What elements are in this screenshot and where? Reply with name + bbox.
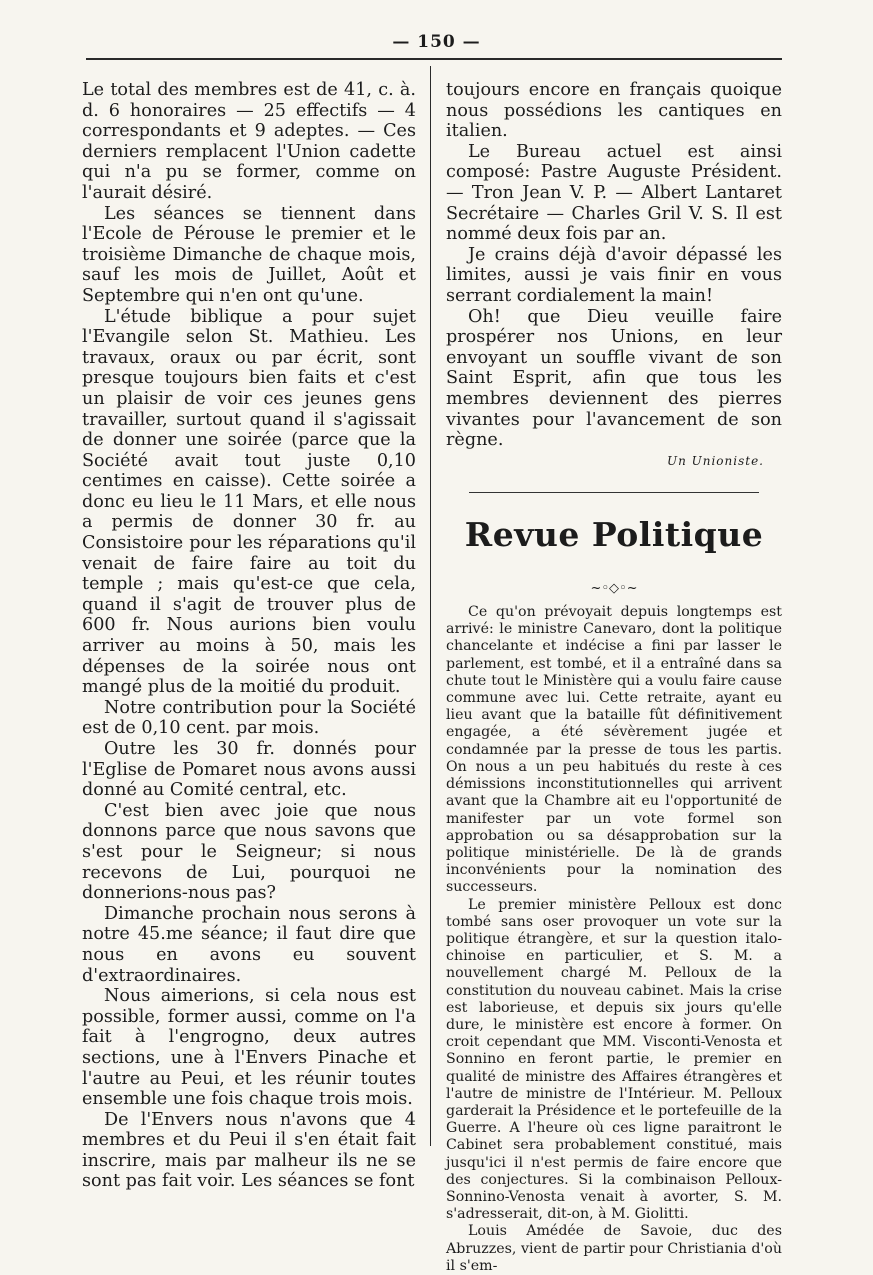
news-paragraph-2: Le premier ministère Pelloux est donc tombé sans oser provoquer un vote sur la politique étrangère, et sur la question italo-chinoise en particulier, et S. M. a nouvellement chargé M. Pelloux de la constitution du nouveau cabinet. Mais la crise est laborieuse, et depuis six jours qu'elle dure, le ministère est encore à former. On croit cependant que MM. Visconti-Venosta et Sonnino en feront partie, le premier en qualité de ministre des Affaires étrangères et l'autre de ministre de l'Intérieur. M. Pelloux garderait la Présidence et le portefeuille de la Guerre. A l'heure où ces ligne paraitront le Cabinet sera probablement constitué, mais jusqu'ici il n'est permis de faire encore que des conjectures. Si la combinaison Pelloux-Sonnino-Venosta venait à avorter, S. M. s'adresserait, dit-on, à M. Giolitti. (446, 896, 782, 1223)
left-column (82, 80, 416, 1192)
left-paragraph-1: Le total des membres est de 41, c. à. d. 6 honoraires — 25 effectifs — 4 correspondants et 9 adeptes. — Ces derniers remplacent l'Union cadette qui n'a pu se former, comme on l'aurait désiré. (82, 80, 416, 203)
signature: Un Unioniste. (666, 453, 764, 468)
news-paragraph-1: Ce qu'on prévoyait depuis longtemps est arrivé: le ministre Canevaro, dont la politique chancelante et indécise a fini par lasser le parlement, est tombé, et il a entraîné dans sa chute tout le Ministère qui a voulu faire cause commune avec lui. Cette retraite, ayant eu lieu avant que la bataille fût définitivement engagée, a été sévèrement jugée et condamnée par la presse de tous les partis. On nous a un peu habitués du reste à ces démissions inconstitutionnelles qui arrivent avant que la Chambre ait eu l'opportunité de manifester par un vote formel son approbation ou sa désapprobation sur la politique ministérielle. De là de grands inconvénients pour la nomination des successeurs. (446, 604, 782, 896)
header-rule (86, 58, 782, 60)
section-divider (469, 492, 759, 493)
news-paragraph-3: Louis Amédée de Savoie, duc des Abruzzes, vient de partir pour Christiania d'où il s'em- (446, 1223, 782, 1274)
left-paragraph-6: C'est bien avec joie que nous donnons parce que nous savons que s'est pour le Seigneur; si nous recevons de Lui, pourquoi ne donnerions-nous pas? (82, 800, 416, 904)
right-paragraph-3: Oh! que Dieu veuille faire prospérer nos Unions, en leur envoyant un souffle vivant de son Saint Esprit, afin que tous les membres deviennent des pierres vivantes pour l'avancement de son règne. (446, 306, 782, 451)
left-paragraph-4: Notre contribution pour la Société est de 0,10 cent. par mois. (82, 697, 416, 739)
left-paragraph-8: Nous aimerions, si cela nous est possible, former aussi, comme on l'a fait à l'engrogno, deux autres sections, une à l'Envers Pinache et l'autre au Peui, et les réunir toutes ensemble une fois chaque trois mois. (82, 986, 416, 1110)
ornament-icon: ~◦◇◦~ (590, 581, 638, 597)
left-paragraph-7: Dimanche prochain nous serons à notre 45.me séance; il faut dire que nous en avons eu souvent d'extraordinaires. (82, 903, 416, 986)
right-column (446, 80, 782, 1275)
column-divider (430, 66, 431, 1146)
page-number: — 150 — (392, 32, 481, 52)
right-paragraph-2: Je crains déjà d'avoir dépassé les limites, aussi je vais finir en vous serrant cordialement la main! (446, 244, 782, 306)
left-paragraph-2: Les séances se tiennent dans l'Ecole de Pérouse le premier et le troisième Dimanche de chaque mois, sauf les mois de Juillet, Août et Septembre qui n'en ont qu'une. (82, 203, 416, 306)
left-paragraph-5: Outre les 30 fr. donnés pour l'Eglise de Pomaret nous avons aussi donné au Comité central, etc. (82, 739, 416, 801)
right-continuation: toujours encore en français quoique nous possédions les cantiques en italien. (446, 80, 782, 142)
right-paragraph-1: Le Bureau actuel est ainsi composé: Pastre Auguste Président. — Tron Jean V. P. — Albert Lantaret Secrétaire — Charles Gril V. S. Il est nommé deux fois par an. (446, 141, 782, 245)
left-paragraph-3: L'étude biblique a pour sujet l'Evangile selon St. Mathieu. Les travaux, oraux ou par écrit, sont presque toujours bien faits et c'est un plaisir de voir ces jeunes gens travailler, surtout quand il s'agissait de donner une soirée (parce que la Société avait tout juste 0,10 centimes en caisse). Cette soirée a donc eu lieu le 11 Mars, et elle nous a permis de donner 30 fr. au Consistoire pour les réparations qu'il venait de faire faire au toit du temple ; mais qu'est-ce que cela, quand il s'agit de trouver plus de 600 fr. Nous aurions bien voulu arriver au moins à 50, mais les dépenses de la soirée nous ont mangé plus de la moitié du produit. (82, 306, 416, 698)
section-title: Revue Politique (464, 514, 764, 554)
left-paragraph-9: De l'Envers nous n'avons que 4 membres et du Peui il s'en était fait inscrire, mais par malheur ils ne se sont pas fait voir. Les séances se font (82, 1109, 416, 1192)
